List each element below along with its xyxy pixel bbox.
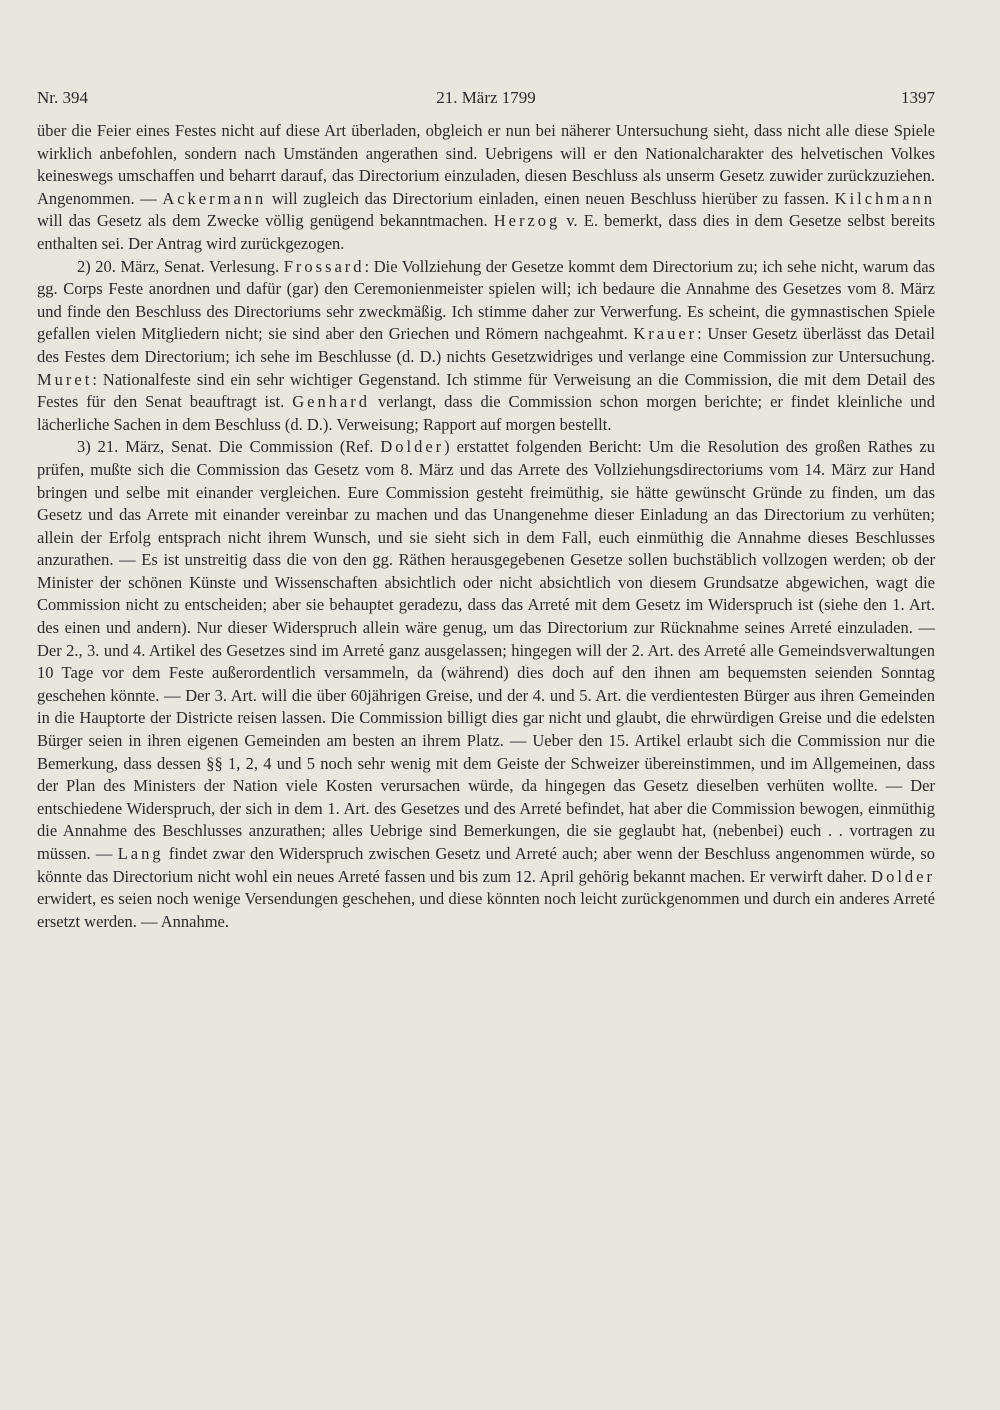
- document-date: 21. März 1799: [436, 88, 536, 107]
- speaker-name: Kilchmann: [834, 188, 935, 208]
- speaker-name: Muret: [37, 369, 93, 389]
- paragraph-continuation: [37, 120, 935, 256]
- speaker-name: Dolder: [380, 437, 445, 457]
- speaker-name: Frossard: [283, 256, 365, 276]
- text-run: 2) 20. März, Senat. Verlesung.: [77, 256, 284, 276]
- paragraph-senate-march-20: [37, 256, 935, 437]
- speaker-name: Lang: [117, 844, 164, 863]
- text-run: : Die Vollziehung der Gesetze kommt dem Directorium zu; ich sehe nicht, warum das gg. Corps Feste anordnen und dafür (gar) den Ceremonienmeister spielen will; ich bedaure die Annahme des Gesetzes vom 8. März und finde den Beschluss des Directoriums sehr zweckmäßig. Ich stimme daher zur Verwerfung. Es scheint, die gymnastischen Spiele gefallen vielen Mitgliedern nicht; sie sind aber den Griechen und Römern nachgeahmt.: [37, 256, 935, 344]
- text-run: verlangt, dass die Commission schon morgen berichte; er findet kleinliche und lächerliche Sachen in dem Beschluss (d. D.). Verweisung; Rapport auf morgen bestellt.: [37, 392, 935, 434]
- speaker-name: Genhard: [292, 392, 371, 412]
- speaker-name: Krauer: [633, 324, 698, 344]
- text-run: 3) 21. März, Senat. Die Commission (Ref.: [77, 437, 381, 457]
- text-run: : Unser Gesetz überlässt das Detail des Festes dem Directorium; ich sehe im Beschlusse (d. D.) nichts Gesetzwidriges und verlange eine Commission zur Untersuchung.: [37, 324, 936, 366]
- document-number: Nr. 394: [37, 88, 88, 107]
- text-run: will das Gesetz als dem Zwecke völlig genügend bekanntmachen.: [37, 211, 494, 231]
- running-head: [37, 88, 935, 114]
- speaker-name: Ackermann: [162, 188, 267, 208]
- text-run: über die Feier eines Festes nicht auf diese Art überladen, obgleich er nun bei näherer Untersuchung sieht, dass nicht alle diese Spiele wirklich anbefohlen, sondern nach Umständen angerathen sind. Uebrigens will er den Nationalcharakter des helvetischen Volkes keineswegs umschaffen und beharrt darauf, das Directorium einzuladen, diesen Beschluss als unserm Gesetz zuwider zurückzuziehen. Angenommen. —: [37, 121, 935, 208]
- speaker-name: Dolder: [871, 866, 935, 886]
- paragraph-senate-march-21: [37, 436, 935, 933]
- text-run: will zugleich das Directorium einladen, einen neuen Beschluss hierüber zu fassen.: [266, 188, 835, 208]
- text-run: v. E. bemerkt, dass dies in dem Gesetze selbst bereits enthalten sei. Der Antrag wird zurückgezogen.: [37, 211, 935, 253]
- text-run: erwidert, es seien noch wenige Versendungen geschehen, und diese könnten noch leicht zurückgenommen und durch ein anderes Arreté ersetzt werden. — Annahme.: [37, 889, 935, 931]
- page-number: 1397: [901, 88, 935, 107]
- body-text: [37, 120, 935, 933]
- text-run: ) erstattet folgenden Bericht: Um die Resolution des großen Rathes zu prüfen, mußte sich die Commission das Gesetz vom 8. März und das Arrete des Vollziehungsdirectoriums vom 14. März zur Hand bringen und selbe mit einander vergleichen. Eure Commission gesteht freimüthig, sie hätte gewünscht Gründe zu finden, um das Gesetz und das Arrete mit einander vereinbar zu machen und das Unangenehme dieser Einladung an das Directorium zu verhüten; allein der Erfolg entsprach nicht ihrem Wunsch, und sie sieht sich in dem Fall, euch einmüthig die Annahme dieses Beschlusses anzurathen. — Es ist unstreitig dass die von den gg. Räthen herausgegebenen Gesetze sollen buchstäblich vollzogen werden; ob der Minister der schönen Künste und Wissenschaften absichtlich oder nicht absichtlich von diesem Grundsatze abgewichen, wagt die Commission nicht zu entscheiden; aber sie behauptet geradezu, dass das Arreté mit dem Gesetz im Widerspruch ist (siehe den 1. Art. des einen und andern). Nur dieser Widerspruch allein wäre genug, um das Directorium zur Rücknahme seines Arreté einzuladen. — Der 2., 3. und 4. Artikel des Gesetzes sind im Arreté ganz ausgelassen; hingegen will der 2. Art. des Arreté alle Gemeindsverwaltungen 10 Tage vor dem Feste außerordentlich versammeln, da (während) dies doch auf den ihnen am bequemsten seienden Sonntag geschehen könnte. — Der 3. Art. will die über 60jährigen Greise, und der 4. und 5. Art. die verdientesten Bürger aus ihren Gemeinden in die Hauptorte der Districte reisen lassen. Die Commission billigt dies gar nicht und glaubt, die ehrwürdigen Greise und die edelsten Bürger seien in ihren eigenen Gemeinden am besten an ihrem Platz. — Ueber den 15. Artikel erlaubt sich die Commission nur die Bemerkung, dass dessen §§ 1, 2, 4 und 5 noch sehr wenig mit dem Geiste der Schweizer übereinstimmen, und im Allgemeinen, dass der Plan des Ministers der Nation viele Kosten verursachen würde, da hingegen das Gesetz dieselben verhüten wollte. — Der entschiedene Widerspruch, der sich in dem 1. Art. des Gesetzes und des Arreté befindet, hat aber die Commission bewogen, einmüthig die Annahme des Beschlusses anzurathen; alles Uebrige sind Bemerkungen, die sie geglaubt hat, (nebenbei) euch . . vortragen zu müssen. —: [37, 437, 935, 863]
- speaker-name: Herzog: [493, 211, 561, 231]
- text-run: findet zwar den Widerspruch zwischen Gesetz und Arreté auch; aber wenn der Beschluss angenommen würde, so könnte das Directorium nicht wohl ein neues Arreté fassen und bis zum 12. April gehörig bekannt machen. Er verwirft daher.: [37, 844, 936, 886]
- text-run: : Nationalfeste sind ein sehr wichtiger Gegenstand. Ich stimme für Verweisung an die Commission, die mit dem Detail des Festes für den Senat beauftragt ist.: [37, 369, 935, 412]
